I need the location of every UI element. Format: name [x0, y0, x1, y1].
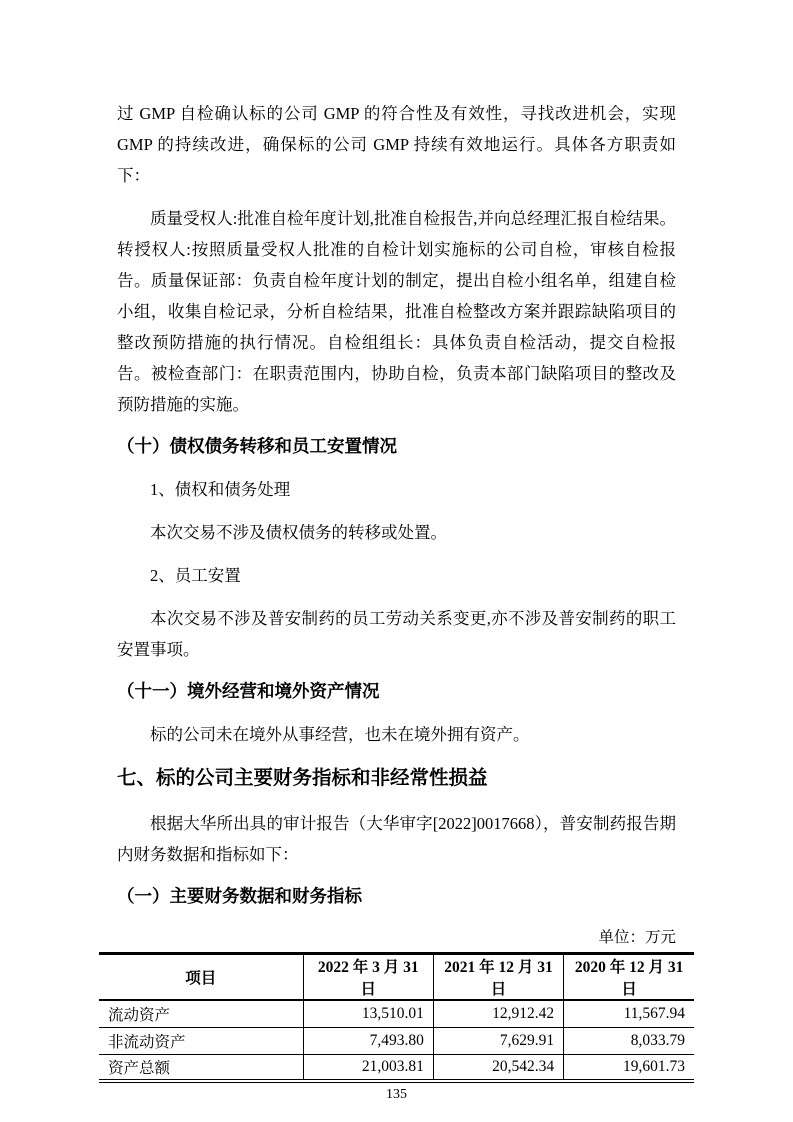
table-cell-value: 13,510.01 — [303, 1000, 433, 1027]
table-cell-value: 19,601.73 — [564, 1054, 694, 1081]
list-item-2-heading: 2、员工安置 — [150, 566, 241, 585]
table-cell-value: 7,629.91 — [433, 1027, 563, 1054]
paragraph-overseas: 标的公司未在境外从事经营，也未在境外拥有资产。 — [150, 725, 530, 744]
table-cell-value: 7,493.80 — [303, 1027, 433, 1054]
table-row-noncurrent-assets — [99, 1027, 694, 1054]
unit-note: 单位：万元 — [598, 929, 676, 946]
table-cell-value: 21,003.81 — [303, 1054, 433, 1081]
section-heading-11: （十一）境外经营和境外资产情况 — [117, 681, 380, 701]
table-cell-value: 20,542.34 — [433, 1054, 563, 1081]
table-header-row — [99, 954, 694, 1001]
paragraph-debt: 本次交易不涉及债权债务的转移或处置。 — [150, 523, 447, 542]
table-cell-value: 8,033.79 — [564, 1027, 694, 1054]
table-header-2022: 2022 年 3 月 31 日 — [303, 954, 433, 1001]
page-number: 135 — [386, 1087, 407, 1102]
table-cell-label: 资产总额 — [99, 1054, 303, 1081]
table-cell-value: 12,912.42 — [433, 1000, 563, 1027]
paragraph-gmp-continuation: 过 GMP 自检确认标的公司 GMP 的符合性及有效性，寻找改进机会，实现 GMP 的持续改进，确保标的公司 GMP 持续有效地运行。具体各方职责如下： — [117, 104, 676, 185]
table-header-item: 项目 — [99, 954, 303, 1001]
table-row-current-assets — [99, 1000, 694, 1027]
table-cell-label: 流动资产 — [99, 1000, 303, 1027]
table-cell-value: 11,567.94 — [564, 1000, 694, 1027]
financial-table — [99, 952, 694, 1083]
paragraph-responsibilities: 质量受权人:批准自检年度计划,批准自检报告,并向总经理汇报自检结果。转授权人:按照质量受权人批准的自检计划实施标的公司自检，审核自检报告。质量保证部：负责自检年度计划的制定，提出自检小组名单，组建自检小组，收集自检记录，分析自检结果，批准自检整改方案并跟踪缺陷项目的整改预防措施的执行情况。自检组组长：具体负责自检活动，提交自检报告。被检查部门：在职责范围内，协助自检，负责本部门缺陷项目的整改及预防措施的实施。 — [117, 209, 676, 414]
paragraph-employee: 本次交易不涉及普安制药的员工劳动关系变更,亦不涉及普安制药的职工安置事项。 — [117, 609, 676, 659]
paragraph-audit-report: 根据大华所出具的审计报告（大华审字[2022]0017668），普安制药报告期内财务数据和指标如下： — [117, 814, 676, 864]
table-cell-label: 非流动资产 — [99, 1027, 303, 1054]
section-heading-10: （十）债权债务转移和员工安置情况 — [117, 436, 397, 456]
chapter-heading-7: 七、标的公司主要财务指标和非经常性损益 — [117, 767, 488, 789]
section-heading-7-1: （一）主要财务数据和财务指标 — [117, 886, 362, 906]
list-item-1-heading: 1、债权和债务处理 — [150, 480, 291, 499]
table-header-2020: 2020 年 12 月 31 日 — [564, 954, 694, 1001]
table-row-total-assets — [99, 1054, 694, 1081]
table-header-2021: 2021 年 12 月 31 日 — [433, 954, 563, 1001]
